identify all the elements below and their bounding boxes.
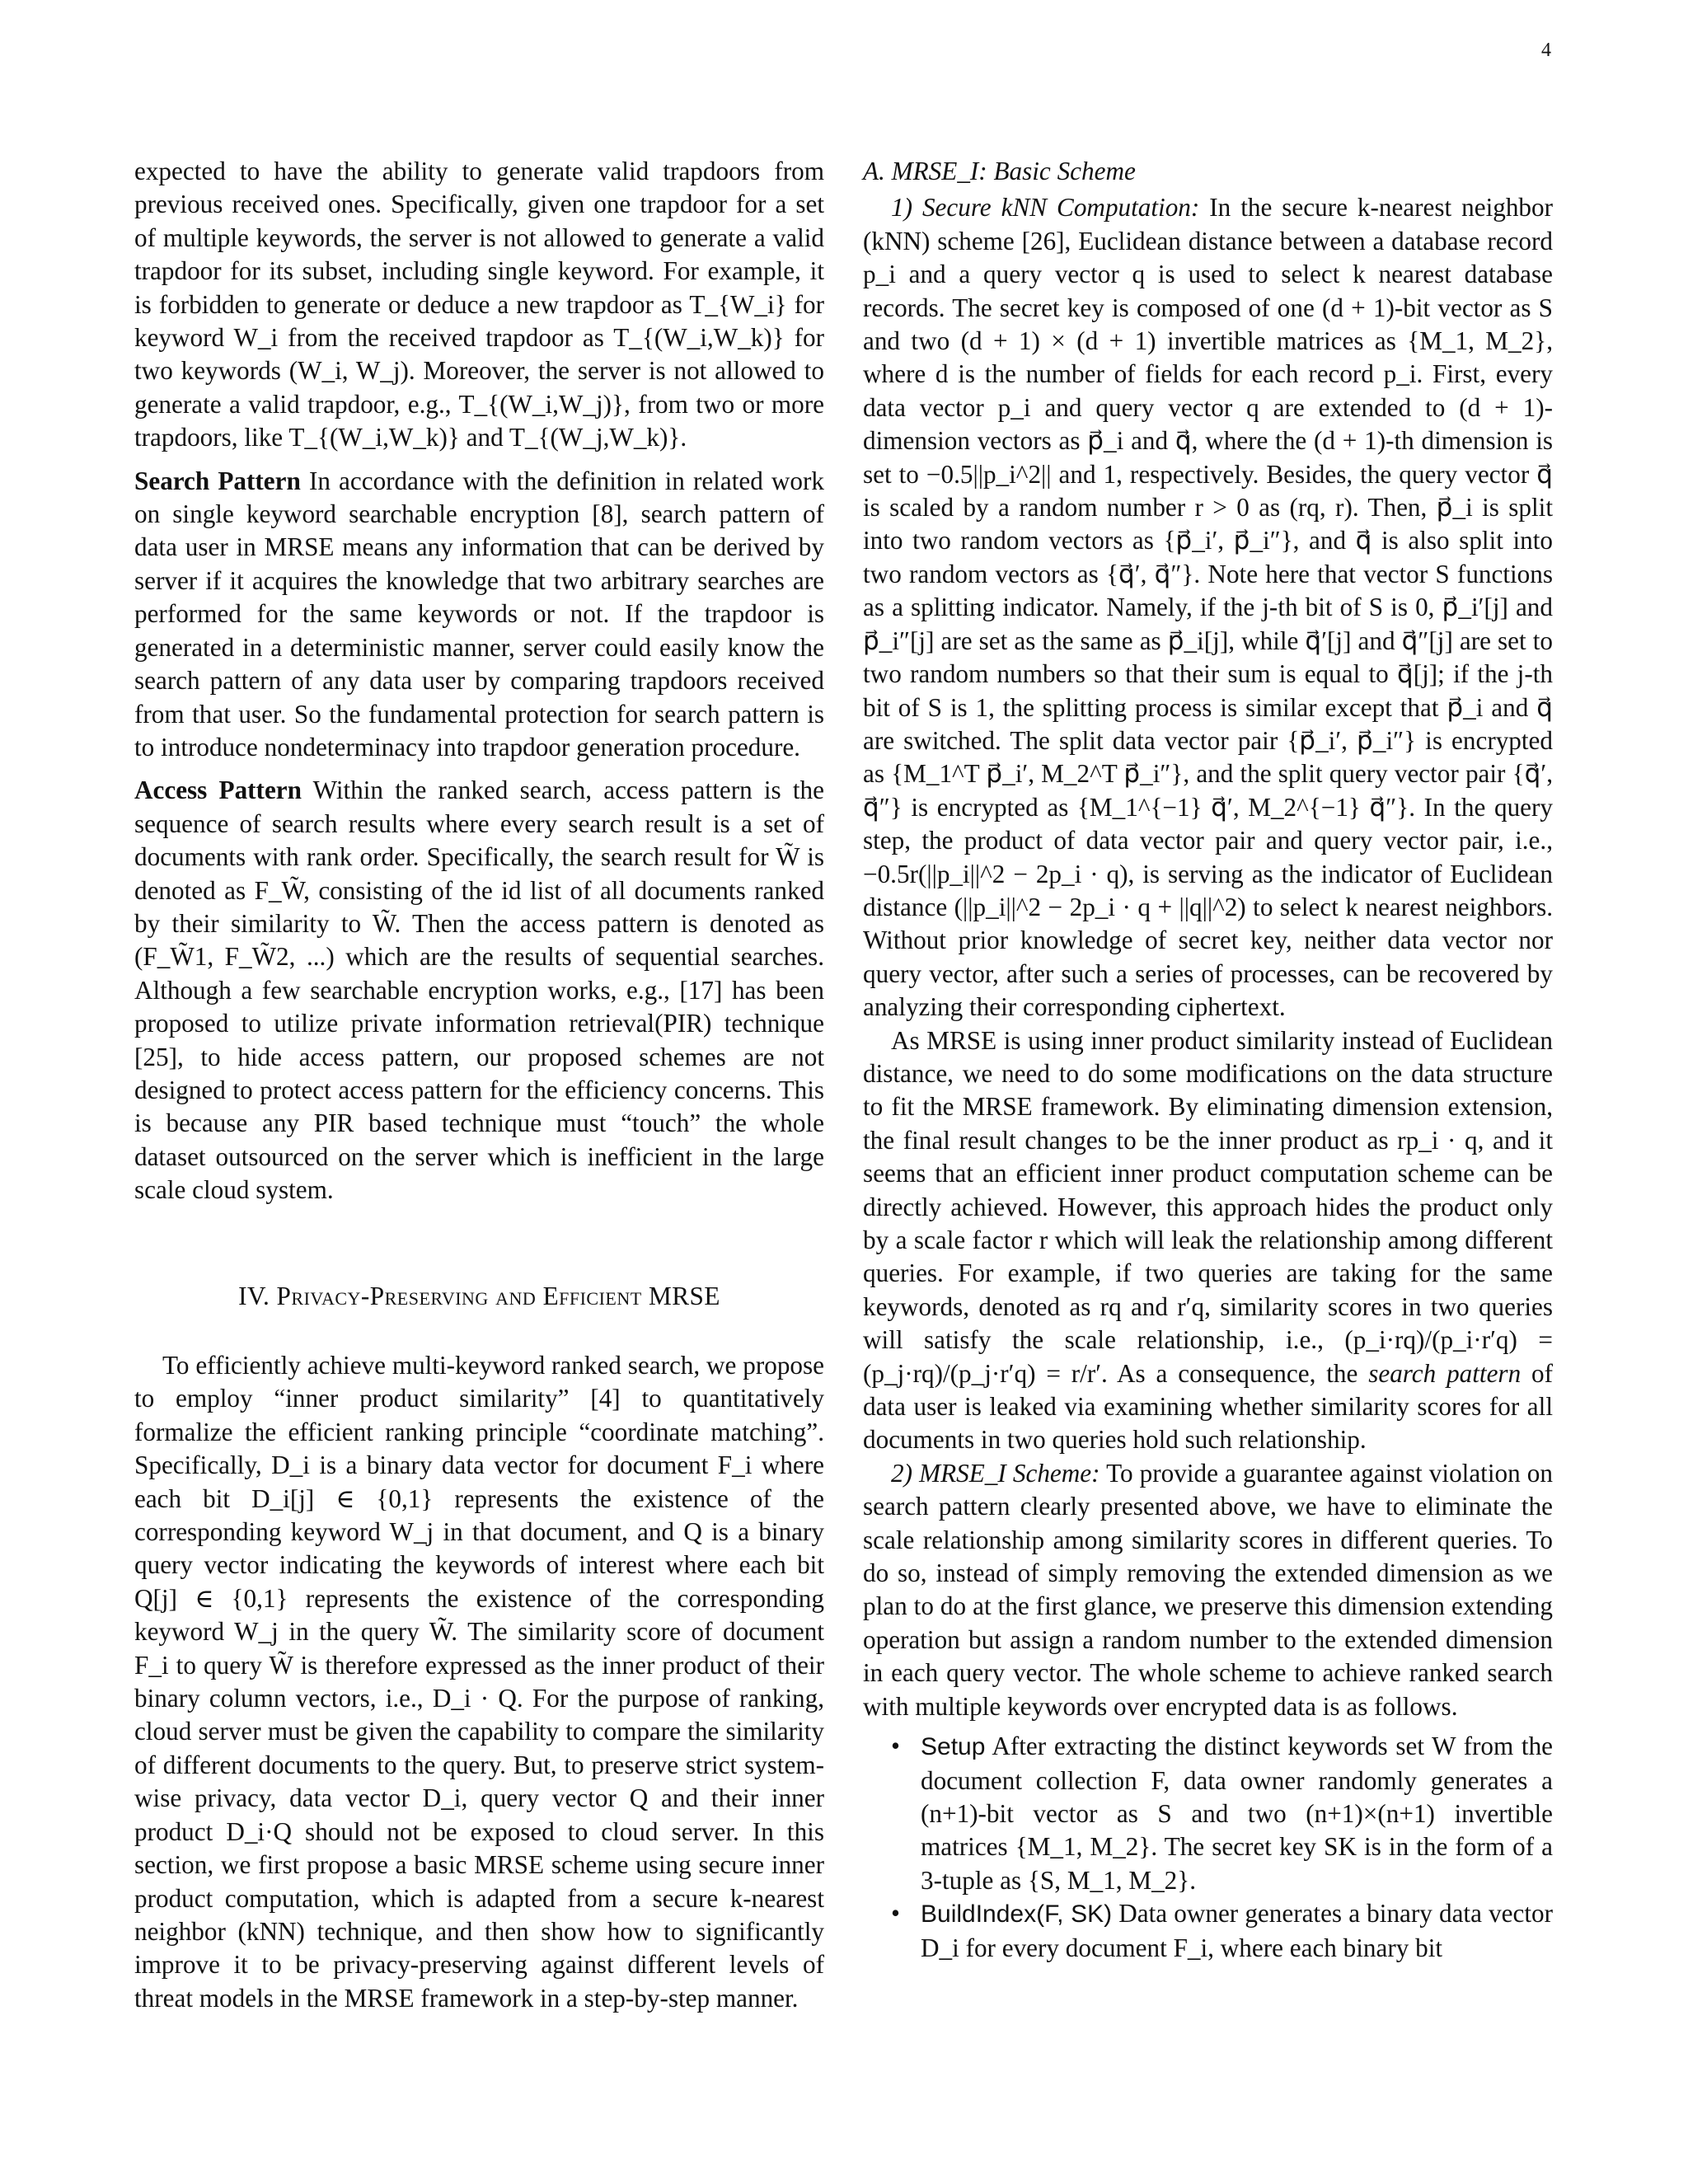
inner-product-tail-post: of data user is leaked via examining whether similarity scores for all documents in two queries hold such relationship.: [863, 1358, 1554, 1455]
bullet-head-buildindex: BuildIndex(F, SK): [921, 1900, 1113, 1929]
paragraph-trapdoor-unlinkability: expected to have the ability to generate valid trapdoors from previous received ones. Specifically, given one trapdoor for a set of multiple keywords, the server is not allowed to generate a valid trapdoor for its subset, including single keyword. For example, it is forbidden to generate or deduce a new trapdoor as T_{W_i} for keyword W_i from the received trapdoor as T_{(W_i,W_k)} for two keywords (W_i, W_j). Moreover, the server is not allowed to generate a valid trapdoor, e.g., T_{(W_i,W_j)}, from two or more trapdoors, like T_{(W_i,W_k)} and T_{(W_j,W_k)}.: [134, 157, 824, 452]
paragraph-heading-mrse-i-scheme: 2) MRSE_I Scheme:: [891, 1458, 1100, 1488]
search-pattern-emphasis: search pattern: [1368, 1358, 1522, 1388]
inner-product-body: As MRSE is using inner product similarity instead of Euclidean distance, we need to do some modifications on the data structure to fit the MRSE framework. By eliminating dimension extension, the final result changes to be the inner product as rp_i · q, and it seems that an efficient inner product computation scheme can be directly achieved. However, this approach hides the product only by a scale factor r which will leak the relationship among different queries. For example, if two queries are taking for the same keywords, denoted as rq and r′q, similarity scores in two queries will satisfy the scale relationship, i.e., (p_i·rq)/(p_i·r′q) = (p_j·rq)/(p_j·r′q) = r/r′.: [863, 1025, 1553, 1388]
list-item-buildindex: [921, 1897, 1553, 1965]
left-column: [134, 155, 824, 2015]
bullet-body-setup: After extracting the distinct keywords set W from the document collection F, data owner randomly generates a (n+1)-bit vector as S and two (n+1)×(n+1) invertible matrices {M_1, M_2}. The secret key SK is in the form of a 3-tuple as {S, M_1, M_2}.: [921, 1732, 1554, 1895]
secure-knn-body: In the secure k-nearest neighbor (kNN) scheme [26], Euclidean distance between a database record p_i and a query vector q is used to select k nearest database records. The secret key is composed of one (d + 1)-bit vector as S and two (d + 1) × (d + 1) invertible matrices as {M_1, M_2}, where d is the number of fields for each record p_i. First, every data vector p_i and query vector q are extended to (d + 1)-dimension vectors as p⃗_i and q⃗, where the (d + 1)-th dimension is set to −0.5||p_i^2|| and 1, respectively. Besides, the query vector q⃗ is scaled by a random number r > 0 as (rq, r). Then, p⃗_i is split into two random vectors as {p⃗_i′, p⃗_i″}, and q⃗ is also split into two random vectors as {q⃗′, q⃗″}. Note here that vector S functions as a splitting indicator. Namely, if the j-th bit of S is 0, p⃗_i′[j] and p⃗_i″[j] are set as the same as p⃗_i[j], while q⃗′[j] and q⃗″[j] are set to two random numbers so that their sum is equal to q⃗[j]; if the j-th bit of S is 1, the splitting process is similar except that p⃗_i and q⃗ are switched. The split data vector pair {p⃗_i′, p⃗_i″} is encrypted as {M_1^T p⃗_i′, M_2^T p⃗_i″}, and the split query vector pair {q⃗′, q⃗″} is encrypted as {M_1^{−1} q⃗′, M_2^{−1} q⃗″}. In the query step, the product of data vector pair and query vector pair, i.e., −0.5r(||p_i||^2 − 2p_i · q), is serving as the indicator of Euclidean distance (||p_i||^2 − 2p_i · q + ||q||^2) to select k nearest neighbors. Without prior knowledge of secret key, neither data vector nor query vector, after such a series of processes, can be recovered by analyzing their corresponding ciphertext.: [863, 193, 1554, 1022]
paragraph-heading-secure-knn: 1) Secure kNN Computation:: [891, 193, 1200, 223]
paragraph-section-intro: To efficiently achieve multi-keyword ranked search, we propose to employ “inner product similarity” [4] to quantitatively formalize the efficient ranking principle “coordinate matching”. Specifically, D_i is a binary data vector for document F_i where each bit D_i[j] ∈ {0,1} represents the existence of the corresponding keyword W_j in that document, and Q is a binary query vector indicating the keywords of interest where each bit Q[j] ∈ {0,1} represents the existence of the corresponding keyword W_j in the query W̃. The similarity score of document F_i to query W̃ is therefore expressed as the inner product of their binary column vectors, i.e., D_i · Q. For the purpose of ranking, cloud server must be given the capability to compare the similarity of different documents to the query. But, to preserve strict system-wise privacy, data vector D_i, query vector Q and their inner product D_i·Q should not be exposed to cloud server. In this section, we first propose a basic MRSE scheme using secure inner product computation, which is adapted from a secure k-nearest neighbor (kNN) technique, and then show how to significantly improve it to be privacy-preserving against different levels of threat models in the MRSE framework in a step-by-step manner.: [134, 1351, 824, 2013]
paragraph-search-pattern: [134, 465, 824, 765]
mrse-i-scheme-body: To provide a guarantee against violation on search pattern clearly presented above, we have to eliminate the scale relationship among similarity scores in different queries. To do so, instead of simply removing the extended dimension as we plan to do at the first glance, we preserve this dimension extending operation but assign a random number to the extended dimension in each query vector. The whole scheme to achieve ranked search with multiple keywords over encrypted data is as follows.: [863, 1458, 1553, 1721]
access-pattern-body: Within the ranked search, access pattern is the sequence of search results where every search result is a set of documents with rank order. Specifically, the search result for W̃ is denoted as F_W̃, consisting of the id list of all documents ranked by their similarity to W̃. Then the access pattern is denoted as (F_W̃1, F_W̃2, ...) which are the results of sequential searches. Although a few searchable encryption works, e.g., [17] has been proposed to utilize private information retrieval(PIR) technique [25], to hide access pattern, our proposed schemes are not designed to protect access pattern for the efficiency concerns. This is because any PIR based technique must “touch” the whole dataset outsourced on the server which is inefficient in the large scale cloud system.: [134, 776, 824, 1205]
paragraph-access-pattern: [134, 774, 824, 1207]
paragraph-inner-product: [863, 1024, 1553, 1457]
search-pattern-body: In accordance with the definition in related work on single keyword searchable encryption [8], search pattern of data user in MRSE means any information that can be derived by server if it acquires the knowledge that two arbitrary searches are performed for the same keywords or not. If the trapdoor is generated in a deterministic manner, server could easily know the search pattern of any data user by comparing trapdoors received from that user. So the fundamental protection for search pattern is to introduce nondeterminacy into trapdoor generation procedure.: [134, 466, 825, 762]
section-heading: IV. Privacy-Preserving and Efficient MRSE: [238, 1281, 720, 1310]
run-in-heading-search-pattern: Search Pattern: [134, 466, 301, 495]
inner-product-tail-pre: As a consequence, the: [1117, 1358, 1358, 1388]
right-column: [863, 155, 1553, 1965]
bullet-head-setup: Setup: [921, 1733, 986, 1761]
run-in-heading-access-pattern: Access Pattern: [134, 776, 302, 805]
paragraph-mrse-i-scheme: [863, 1457, 1553, 1723]
scheme-steps-list: [863, 1730, 1553, 1965]
list-item-setup: [921, 1730, 1553, 1897]
page-number: 4: [1541, 40, 1551, 61]
paragraph-secure-knn: [863, 191, 1553, 1024]
subsection-heading: A. MRSE_I: Basic Scheme: [863, 157, 1136, 185]
bullet-body-buildindex: Data owner generates a binary data vector D_i for every document F_i, where each binary bit: [921, 1899, 1553, 1962]
